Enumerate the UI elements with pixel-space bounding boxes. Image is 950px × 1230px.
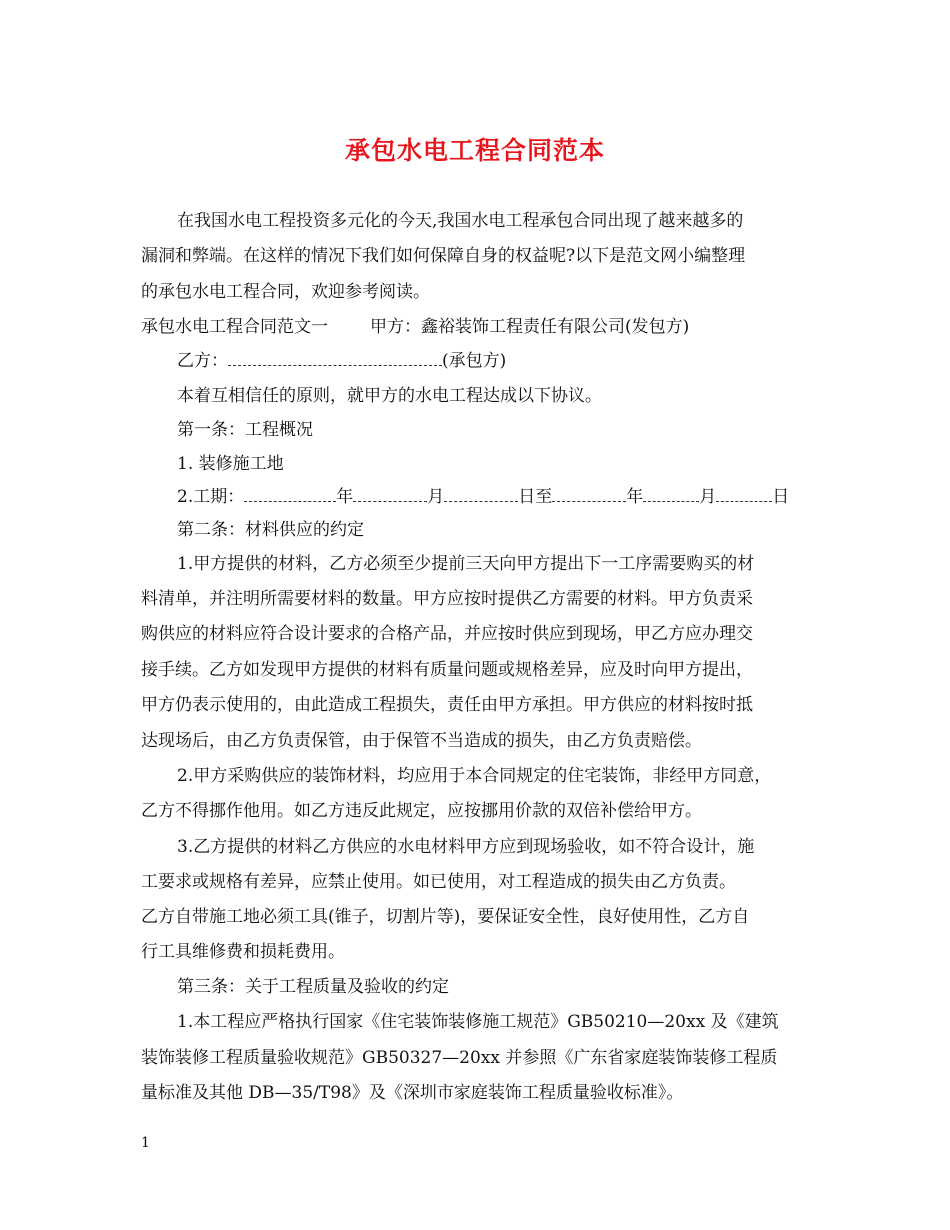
paragraph-line: 3.乙方提供的材料乙方供应的水电材料甲方应到现场验收，如不符合设计，施 — [177, 837, 755, 857]
month-label: 月 — [427, 487, 445, 507]
paragraph-line: 购供应的材料应符合设计要求的合格产品，并应按时供应到现场，甲乙方应办理交 — [141, 624, 753, 644]
paragraph-line: 量标准及其他 DB—35/T98》及《深圳市家庭装饰工程质量验收标准》。 — [141, 1083, 684, 1103]
article-heading: 第二条：材料供应的约定 — [177, 520, 364, 540]
year-label: 年 — [336, 487, 354, 507]
paragraph-line: 达现场后，由乙方负责保管，由于保管不当造成的损失，由乙方负责赔偿。 — [141, 731, 702, 751]
year-label: 年 — [626, 487, 644, 507]
paragraph-line: 装饰装修工程质量验收规范》GB50327—20xx 并参照《广东省家庭装饰装修工程质 — [141, 1048, 778, 1068]
article-heading: 第三条：关于工程质量及验收的约定 — [177, 977, 449, 997]
paragraph-line: 接手续。乙方如发现甲方提供的材料有质量问题或规格差异，应及时向甲方提出， — [141, 660, 753, 680]
paragraph-line: 工要求或规格有差异，应禁止使用。如已使用，对工程造成的损失由乙方负责。 — [141, 872, 736, 892]
party-b-prefix: 乙方： — [177, 351, 228, 371]
paragraph-line: 1.本工程应严格执行国家《住宅装饰装修施工规范》GB50210—20xx 及《建筑 — [177, 1012, 779, 1032]
party-b-line — [177, 350, 506, 372]
paragraph-line: 甲方仍表示使用的，由此造成工程损失，责任由甲方承担。甲方供应的材料按时抵 — [141, 695, 753, 715]
duration-line — [177, 486, 789, 508]
date-blank — [244, 487, 336, 502]
paragraph-line: 料清单，并注明所需要材料的数量。甲方应按时提供乙方需要的材料。甲方负责采 — [141, 589, 753, 609]
paragraph-line: 行工具维修费和损耗费用。 — [141, 942, 345, 962]
date-blank — [444, 487, 518, 502]
article-heading: 第一条：工程概况 — [177, 420, 313, 440]
document-title: 承包水电工程合同范本 — [344, 136, 605, 165]
page-number: 1 — [141, 1135, 150, 1151]
party-a: 甲方：鑫裕装饰工程责任有限公司(发包方) — [370, 317, 690, 337]
section-label: 承包水电工程合同范文一 — [141, 317, 328, 337]
paragraph-line: 1.甲方提供的材料，乙方必须至少提前三天向甲方提出下一工序需要购买的材 — [177, 554, 755, 574]
item-line: 1. 装修施工地 — [177, 454, 284, 474]
date-blank — [643, 487, 699, 502]
intro-line: 的承包水电工程合同，欢迎参考阅读。 — [141, 282, 430, 302]
day-to-label: 日至 — [518, 487, 553, 507]
agreement-line: 本着互相信任的原则，就甲方的水电工程达成以下协议。 — [177, 386, 602, 406]
section-header-line — [141, 316, 689, 338]
duration-prefix: 2.工期： — [177, 487, 245, 507]
paragraph-line: 乙方自带施工地必须工具(锥子，切割片等)，要保证安全性，良好使用性，乙方自 — [141, 907, 750, 927]
paragraph-line: 2.甲方采购供应的装饰材料，均应用于本合同规定的住宅装饰，非经甲方同意， — [177, 766, 772, 786]
party-b-blank — [228, 351, 442, 366]
intro-line: 漏洞和弊端。在这样的情况下我们如何保障自身的权益呢?以下是范文网小编整理 — [141, 246, 746, 266]
party-b-suffix: (承包方) — [442, 351, 507, 371]
day-label: 日 — [772, 487, 790, 507]
date-blank — [552, 487, 626, 502]
intro-line: 在我国水电工程投资多元化的今天,我国水电工程承包合同出现了越来越多的 — [177, 211, 744, 231]
month-label: 月 — [699, 487, 717, 507]
date-blank — [353, 487, 427, 502]
paragraph-line: 乙方不得挪作他用。如乙方违反此规定，应按挪用价款的双倍补偿给甲方。 — [141, 801, 702, 821]
date-blank — [716, 487, 772, 502]
